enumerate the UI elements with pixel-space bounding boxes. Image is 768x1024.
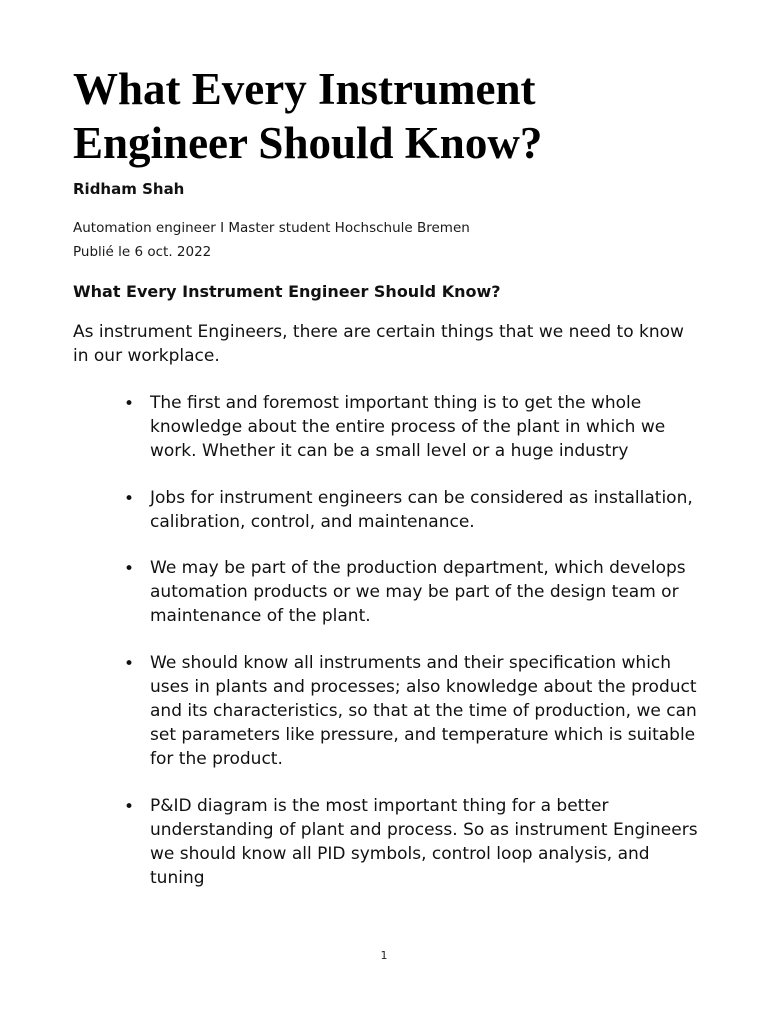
list-item-text: The first and foremost important thing is to get the whole knowledge about the entire process of the plant in which we work. Whether it can be a small level or a huge industry bbox=[150, 393, 666, 462]
list-item bbox=[0, 794, 768, 891]
page-title: What Every Instrument Engineer Should Know? bbox=[73, 64, 543, 168]
published-date: Publié le 6 oct. 2022 bbox=[73, 244, 212, 260]
intro-paragraph: As instrument Engineers, there are certain things that we need to know in our workplace. bbox=[73, 322, 684, 366]
list-item-text: We should know all instruments and their specification which uses in plants and processes; also knowledge about the product and its characteristics, so that at the time of production, we can set parameters like pressure, and temperature which is suitable for the product. bbox=[150, 652, 697, 770]
list-item-text: Jobs for instrument engineers can be considered as installation, calibration, control, and maintenance. bbox=[150, 487, 693, 532]
bullet-icon: • bbox=[124, 796, 135, 817]
bullet-icon: • bbox=[124, 653, 135, 674]
article-subheading: What Every Instrument Engineer Should Know? bbox=[73, 282, 501, 301]
bullet-icon: • bbox=[124, 559, 135, 580]
author-headline: Automation engineer I Master student Hochschule Bremen bbox=[73, 220, 470, 236]
list-item bbox=[0, 556, 768, 629]
page-number: 1 bbox=[380, 949, 388, 962]
list-item-text: We may be part of the production department, which develops automation products or we may be part of the design team or maintenance of the plant. bbox=[150, 558, 686, 627]
bullet-icon: • bbox=[124, 488, 135, 509]
bullet-list bbox=[0, 391, 768, 912]
author-name: Ridham Shah bbox=[73, 180, 185, 198]
list-item bbox=[0, 391, 768, 464]
list-item bbox=[0, 486, 768, 534]
list-item bbox=[0, 651, 768, 772]
list-item-text: P&ID diagram is the most important thing for a better understanding of plant and process. So as instrument Engineers we should know all PID symbols, control loop analysis, and tuning bbox=[150, 795, 698, 889]
bullet-icon: • bbox=[124, 394, 135, 414]
